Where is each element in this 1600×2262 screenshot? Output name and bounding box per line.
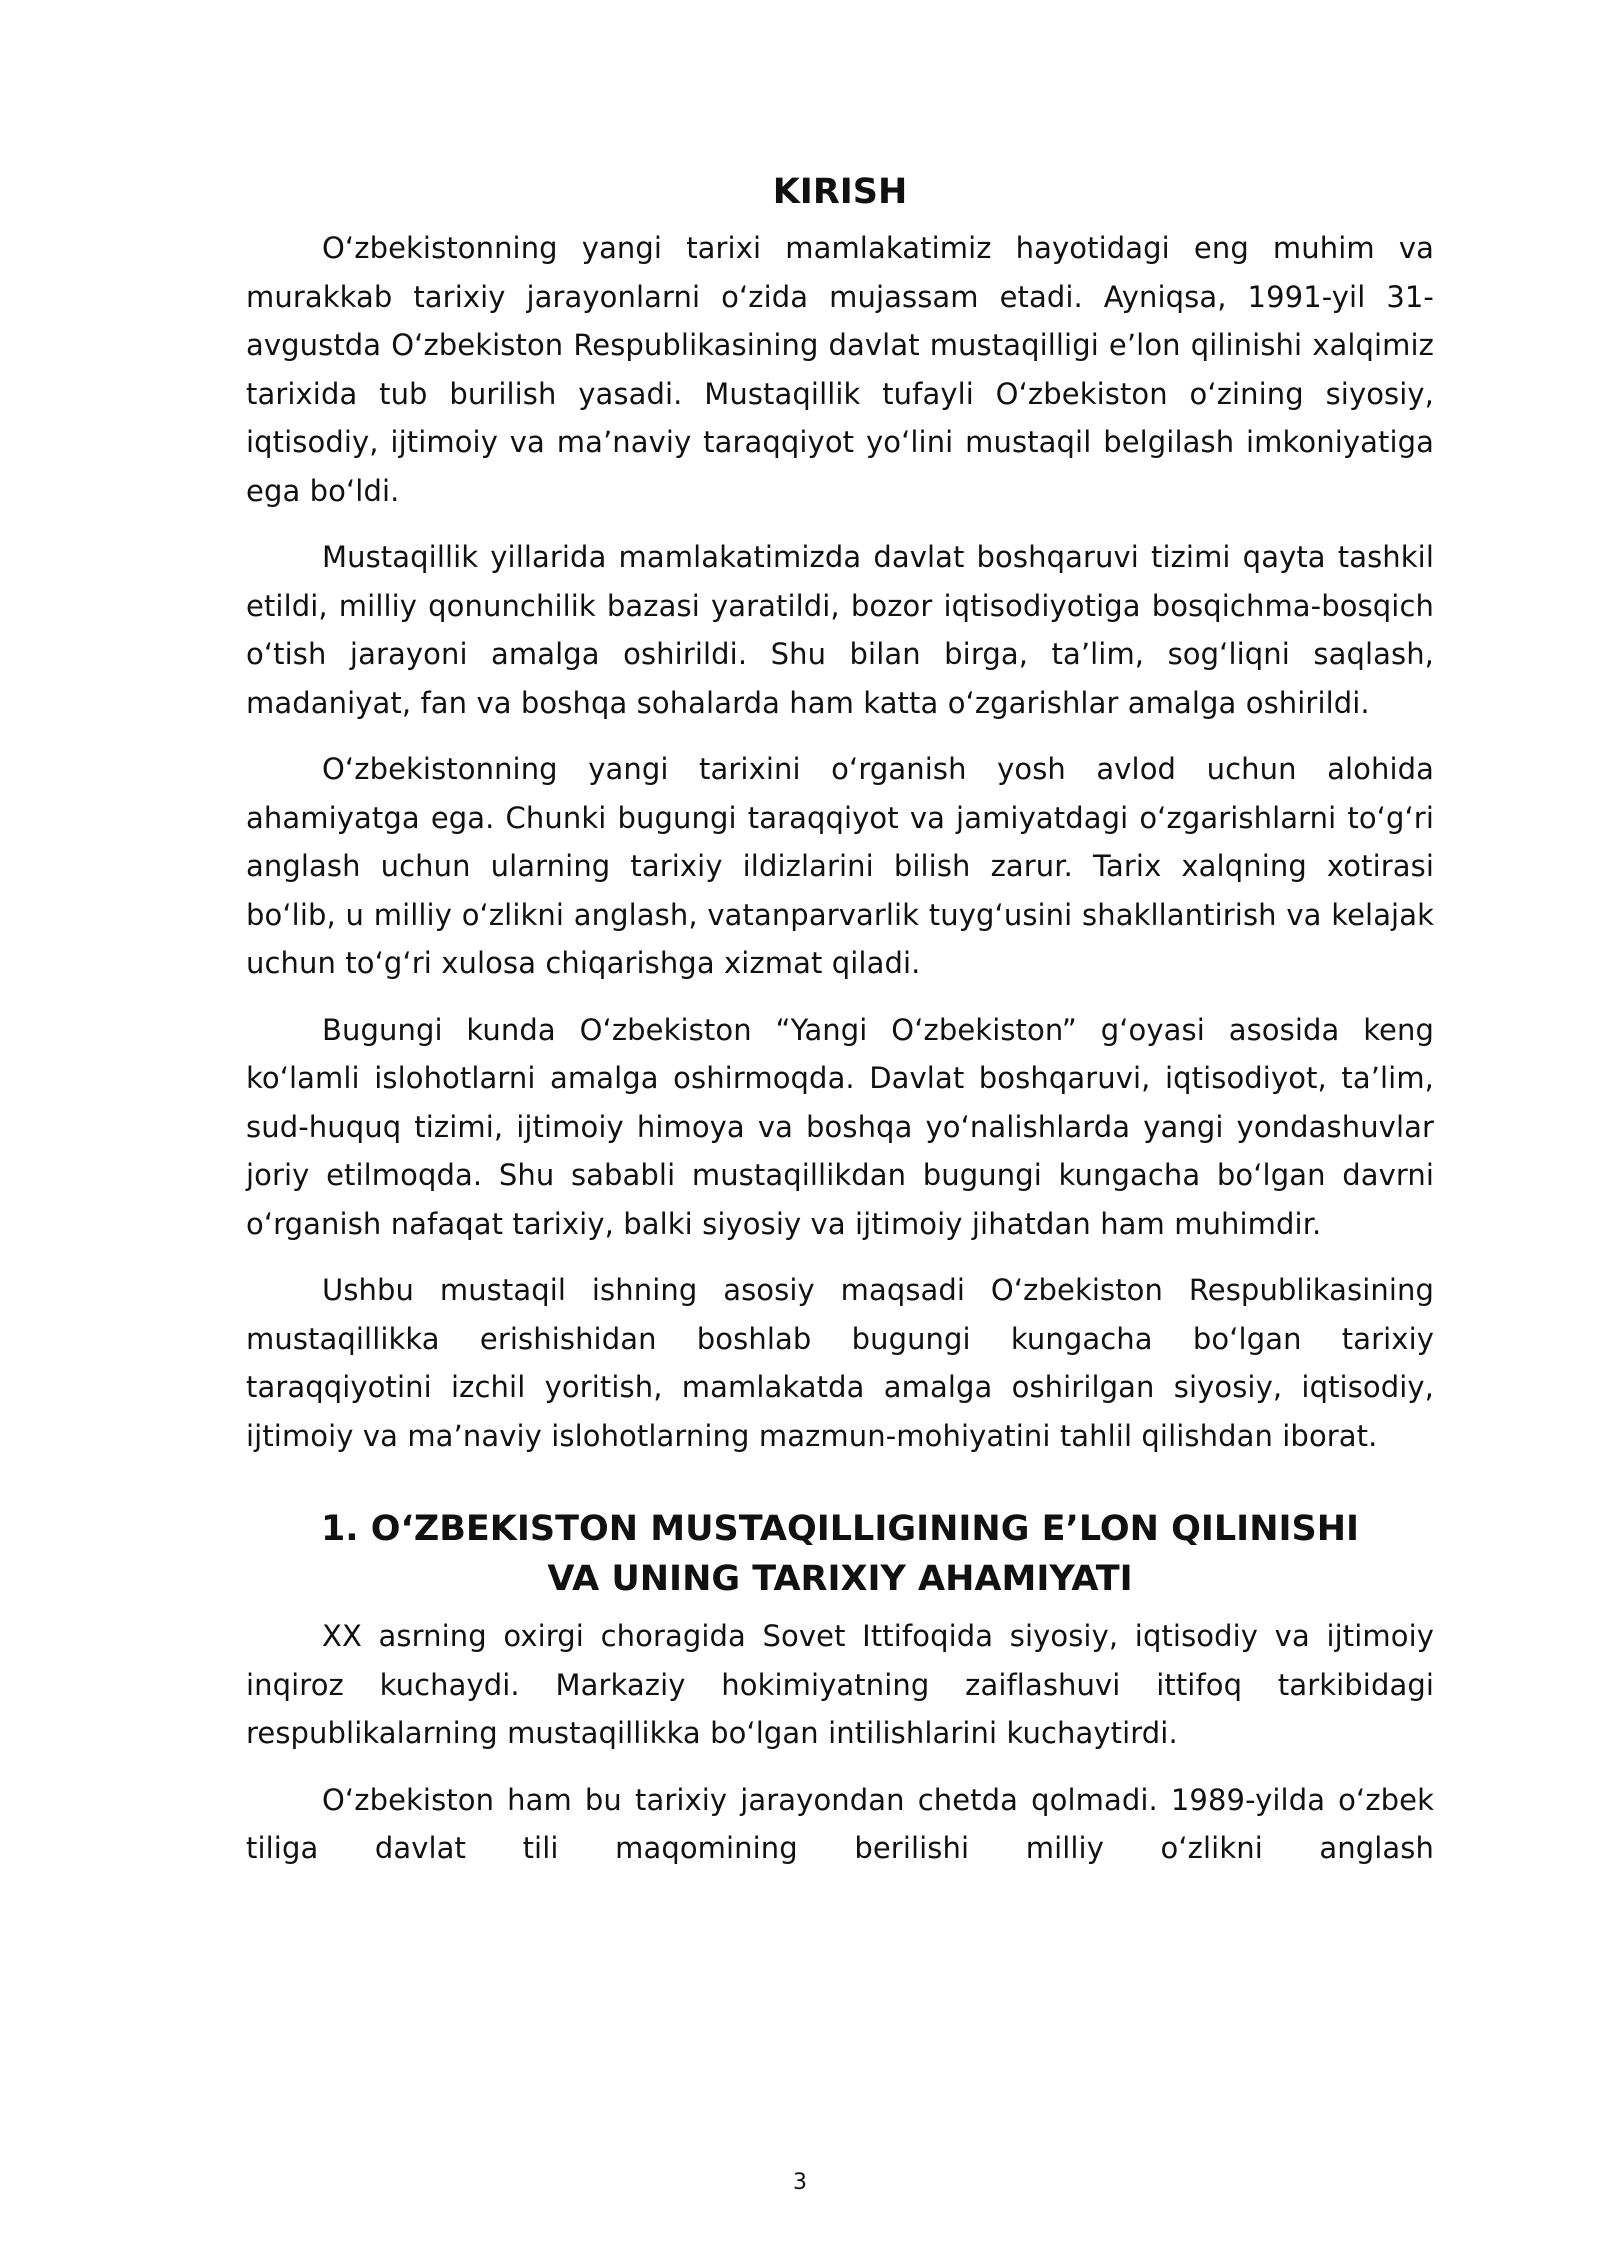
section-1-heading-line-1: 1. O‘ZBEKISTON MUSTAQILLIGINING E’LON QILINISHI — [320, 1509, 1360, 1549]
intro-paragraph-5: Ushbu mustaqil ishning asosiy maqsadi O‘zbekiston Respublikasining mustaqillikka erishishidan boshlab bugungi kungacha bo‘lgan tarixiy taraqqiyotini izchil yoritish, mamlakatda amalga oshirilgan siyosiy, iqtisodiy, ijtimoiy va ma’naviy islohotlarning mazmun-mohiyatini tahlil qilishdan iborat. — [246, 1273, 1434, 1453]
page-number: 3 — [793, 2170, 807, 2195]
section-1-heading-line-2: VA UNING TARIXIY AHAMIYATI — [547, 1559, 1133, 1599]
section-1-paragraph-2: O‘zbekiston ham bu tarixiy jarayondan chetda qolmadi. 1989-yilda o‘zbek tiliga davlat tili maqomining berilishi milliy o‘zlikni anglash — [246, 1782, 1434, 1865]
intro-paragraph-1: O‘zbekistonning yangi tarixi mamlakatimiz hayotidagi eng muhim va murakkab tarixiy jarayonlarni o‘zida mujassam etadi. Ayniqsa, 1991-yil 31-avgustda O‘zbekiston Respublikasining davlat mustaqilligi e’lon qilinishi xalqimiz tarixida tub burilish yasadi. Mustaqillik tufayli O‘zbekiston o‘zining siyosiy, iqtisodiy, ijtimoiy va ma’naviy taraqqiyot yo‘lini mustaqil belgilash imkoniyatiga ega bo‘ldi. — [246, 231, 1434, 508]
intro-paragraph-2: Mustaqillik yillarida mamlakatimizda davlat boshqaruvi tizimi qayta tashkil etildi, milliy qonunchilik bazasi yaratildi, bozor iqtisodiyotiga bosqichma-bosqich o‘tish jarayoni amalga oshirildi. Shu bilan birga, ta’lim, sog‘liqni saqlash, madaniyat, fan va boshqa sohalarda ham katta o‘zgarishlar amalga oshirildi. — [246, 540, 1434, 720]
section-1-paragraph-1: XX asrning oxirgi choragida Sovet Ittifoqida siyosiy, iqtisodiy va ijtimoiy inqiroz kuchaydi. Markaziy hokimiyatning zaiflashuvi ittifoq tarkibidagi respublikalarning mustaqillikka bo‘lgan intilishlarini kuchaytirdi. — [246, 1619, 1434, 1750]
intro-paragraph-3: O‘zbekistonning yangi tarixini o‘rganish yosh avlod uchun alohida ahamiyatga ega. Chunki bugungi taraqqiyot va jamiyatdagi o‘zgarishlarni to‘g‘ri anglash uchun ularning tarixiy ildizlarini bilish zarur. Tarix xalqning xotirasi bo‘lib, u milliy o‘zlikni anglash, vatanparvarlik tuyg‘usini shakllantirish va kelajak uchun to‘g‘ri xulosa chiqarishga xizmat qiladi. — [246, 752, 1434, 980]
intro-paragraph-4: Bugungi kunda O‘zbekiston “Yangi O‘zbekiston” g‘oyasi asosida keng ko‘lamli islohotlarni amalga oshirmoqda. Davlat boshqaruvi, iqtisodiyot, ta’lim, sud-huquq tizimi, ijtimoiy himoya va boshqa yo‘nalishlarda yangi yondashuvlar joriy etilmoqda. Shu sababli mustaqillikdan bugungi kungacha bo‘lgan davrni o‘rganish nafaqat tarixiy, balki siyosiy va ijtimoiy jihatdan ham muhimdir. — [246, 1012, 1434, 1241]
intro-heading: KIRISH — [772, 172, 908, 212]
section-1-heading — [246, 1504, 1434, 1604]
page-content — [246, 168, 1434, 1891]
